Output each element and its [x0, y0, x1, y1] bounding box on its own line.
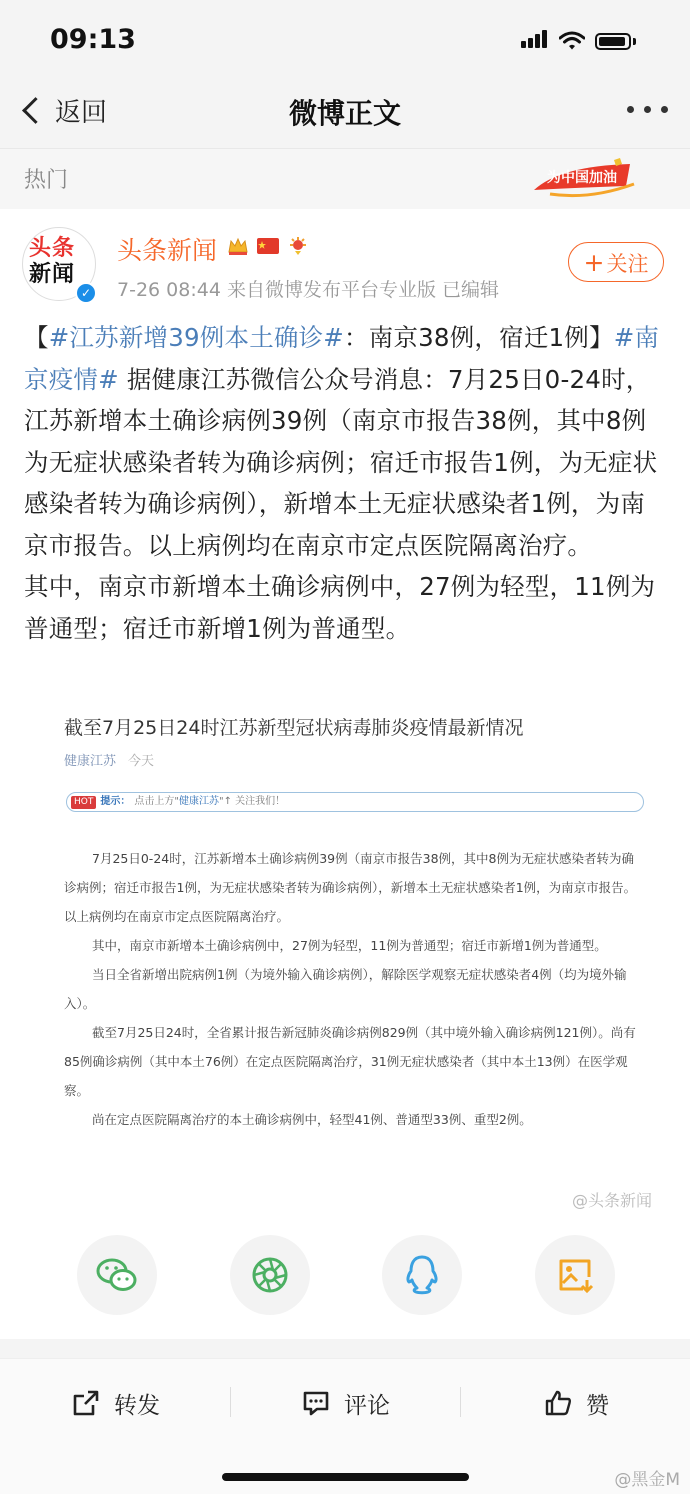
hashtag-nanjing[interactable]: #南京疫情# [24, 323, 660, 394]
hot-label: 热门 [24, 168, 69, 193]
article-paragraph: 7月25日0-24时，江苏新增本土确诊病例39例（南京市报告38例，其中8例为无症状感染者转为确诊病例；宿迁市报告1例，为无症状感染者转为确诊病例），新增本土无症状感染者1例，为南京市报告。以上病例均在南京市定点医院隔离治疗。 [64, 851, 637, 924]
avatar-line1: 头条 [29, 236, 76, 261]
hot-tag: HOT [71, 796, 96, 809]
content-paragraph-2: 其中，南京市新增本土确诊病例中，27例为轻型，11例为普通型；宿迁市新增1例为普通型。 [24, 572, 656, 643]
wechat-icon [95, 1255, 139, 1295]
hot-bar [0, 148, 690, 210]
footer-divider [230, 1387, 231, 1417]
comment-button[interactable] [302, 1383, 390, 1423]
footer-divider [460, 1387, 461, 1417]
save-image-icon [555, 1255, 595, 1295]
repost-label: 转发 [114, 1392, 160, 1419]
article-paragraph: 尚在定点医院隔离治疗的本土确诊病例中，轻型41例、普通型33例、重型2例。 [92, 1112, 532, 1127]
article-source-name: 健康江苏 [64, 754, 117, 769]
tip-label: 提示： [100, 796, 131, 807]
signal-icon [521, 30, 549, 52]
crown-badge-icon [226, 235, 250, 257]
article-paragraph: 当日全省新增出院病例1例（为境外输入确诊病例），解除医学观察无症状感染者4例（均为境外输入）。 [64, 967, 627, 1011]
avatar-logo [29, 236, 75, 288]
more-dot-icon [627, 106, 634, 113]
footer-watermark: @黑金M [614, 1470, 680, 1490]
tip-tail: "↑ 关注我们！ [218, 796, 286, 807]
content-rest: 据健康江苏微信公众号消息：7月25日0-24时，江苏新增本土确诊病例39例（南京市报告38例，其中8例为无症状感染者转为确诊病例；宿迁市报告1例，为无症状感染者转为确诊病例），新增本土无症状感染者1例，为南京市报告。以上病例均在南京市定点医院隔离治疗。 [24, 364, 658, 560]
more-dot-icon [661, 106, 668, 113]
post-card [0, 209, 690, 1339]
author-name[interactable]: 头条新闻 [117, 236, 218, 265]
article-source [64, 750, 154, 769]
share-row [0, 1235, 690, 1315]
bottom-toolbar [0, 1358, 690, 1494]
repost-button[interactable] [72, 1383, 160, 1423]
article-paragraph: 其中，南京市新增本土确诊病例中，27例为轻型，11例为普通型；宿迁市新增1例为普通型。 [92, 938, 607, 953]
thumbs-up-icon [544, 1389, 572, 1417]
article-body [64, 844, 646, 1134]
share-qq-button[interactable] [382, 1235, 462, 1315]
save-image-button[interactable] [535, 1235, 615, 1315]
article-image[interactable] [42, 704, 650, 1214]
image-watermark: @头条新闻 [571, 1191, 652, 1210]
tip-brand: 健康江苏 [178, 796, 219, 807]
content-paragraph [24, 317, 669, 566]
china-cheer-badge[interactable] [530, 156, 638, 200]
moments-icon [250, 1255, 290, 1295]
article-title: 截至7月25日24时江苏新型冠状病毒肺炎疫情最新情况 [64, 717, 524, 739]
content-mid: ：南京38例，宿迁1例】 [344, 323, 614, 352]
page-title: 微博正文 [288, 97, 401, 130]
article-date: 今天 [128, 754, 155, 769]
repost-icon [72, 1389, 100, 1417]
avatar-line2: 新闻 [29, 262, 76, 287]
comment-icon [302, 1389, 330, 1417]
wifi-icon [559, 31, 585, 51]
share-wechat-button[interactable] [77, 1235, 157, 1315]
article-tip-bar [66, 792, 644, 812]
status-bar [0, 0, 690, 84]
post-meta: 7-26 08:44 来自微博发布平台专业版 已编辑 [117, 279, 499, 301]
more-button[interactable] [627, 106, 668, 113]
like-button[interactable] [544, 1383, 609, 1423]
like-label: 赞 [586, 1392, 609, 1419]
comment-label: 评论 [344, 1392, 390, 1419]
share-moments-button[interactable] [230, 1235, 310, 1315]
more-dot-icon [644, 106, 651, 113]
back-label: 返回 [55, 98, 108, 128]
china-badge-text: 为中国加油 [547, 170, 617, 186]
hashtag-jiangsu[interactable]: #江苏新增39例本土确诊# [48, 323, 345, 352]
qq-icon [404, 1254, 440, 1296]
post-content [24, 317, 669, 649]
home-indicator[interactable] [222, 1473, 469, 1481]
plus-icon: + [583, 248, 605, 277]
firework-badge-icon [286, 235, 310, 257]
follow-label: 关注 [606, 252, 649, 276]
content-prefix: 【 [24, 323, 49, 352]
author-badges [226, 235, 310, 257]
battery-cap [633, 38, 636, 45]
status-icons [521, 30, 636, 52]
article-paragraph: 截至7月25日24时，全省累计报告新冠肺炎确诊病例829例（其中境外输入确诊病例121例）。尚有85例确诊病例（其中本土76例）在定点医院隔离治疗，31例无症状感染者（其中本土13例）在医学观察。 [64, 1025, 636, 1098]
nav-bar [0, 84, 690, 148]
verified-icon: ✓ [75, 282, 97, 304]
tip-text: 点击上方" [134, 796, 179, 807]
china-flag-icon [256, 235, 280, 257]
battery-icon [595, 33, 631, 50]
status-time: 09:13 [50, 24, 136, 55]
follow-button[interactable] [568, 242, 664, 282]
